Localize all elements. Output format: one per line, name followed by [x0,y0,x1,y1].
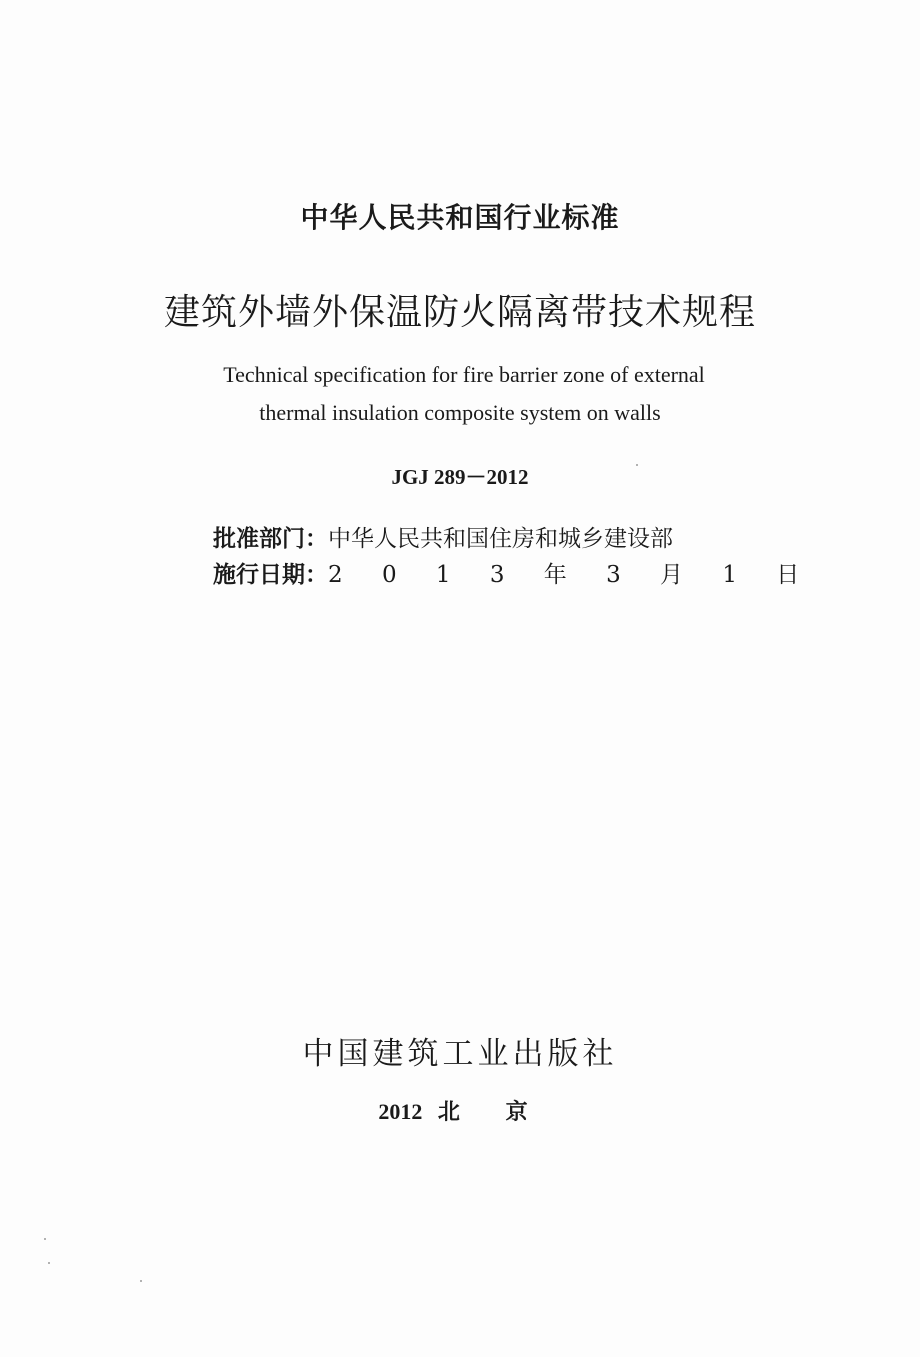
publication-year: 2012 [378,1099,423,1124]
approval-label: 批准部门： [213,525,328,552]
title-chinese: 建筑外墙外保温防火隔离带技术规程 [163,292,756,333]
standard-series: 中华人民共和国行业标准 [300,201,620,234]
approval-value: 中华人民共和国住房和城乡建设部 [328,526,673,552]
scan-speck [636,464,638,466]
publication-place [0,1095,920,1126]
effective-value: 2 0 1 3 年 3 月 1 日 [328,562,816,588]
approval-department [213,520,673,553]
publisher: 中国建筑工业出版社 [302,1036,618,1072]
scan-speck [44,1238,46,1240]
title-english-line-2: thermal insulation composite system on walls [259,400,661,425]
publication-city: 北 京 [437,1100,542,1125]
scan-speck [140,1280,142,1282]
effective-date [213,556,815,589]
effective-label: 施行日期： [213,561,328,588]
standard-code: JGJ 289－2012 [391,465,529,489]
scan-speck [48,1262,50,1264]
title-english-line-1: Technical specification for fire barrier zone of external [223,362,705,387]
